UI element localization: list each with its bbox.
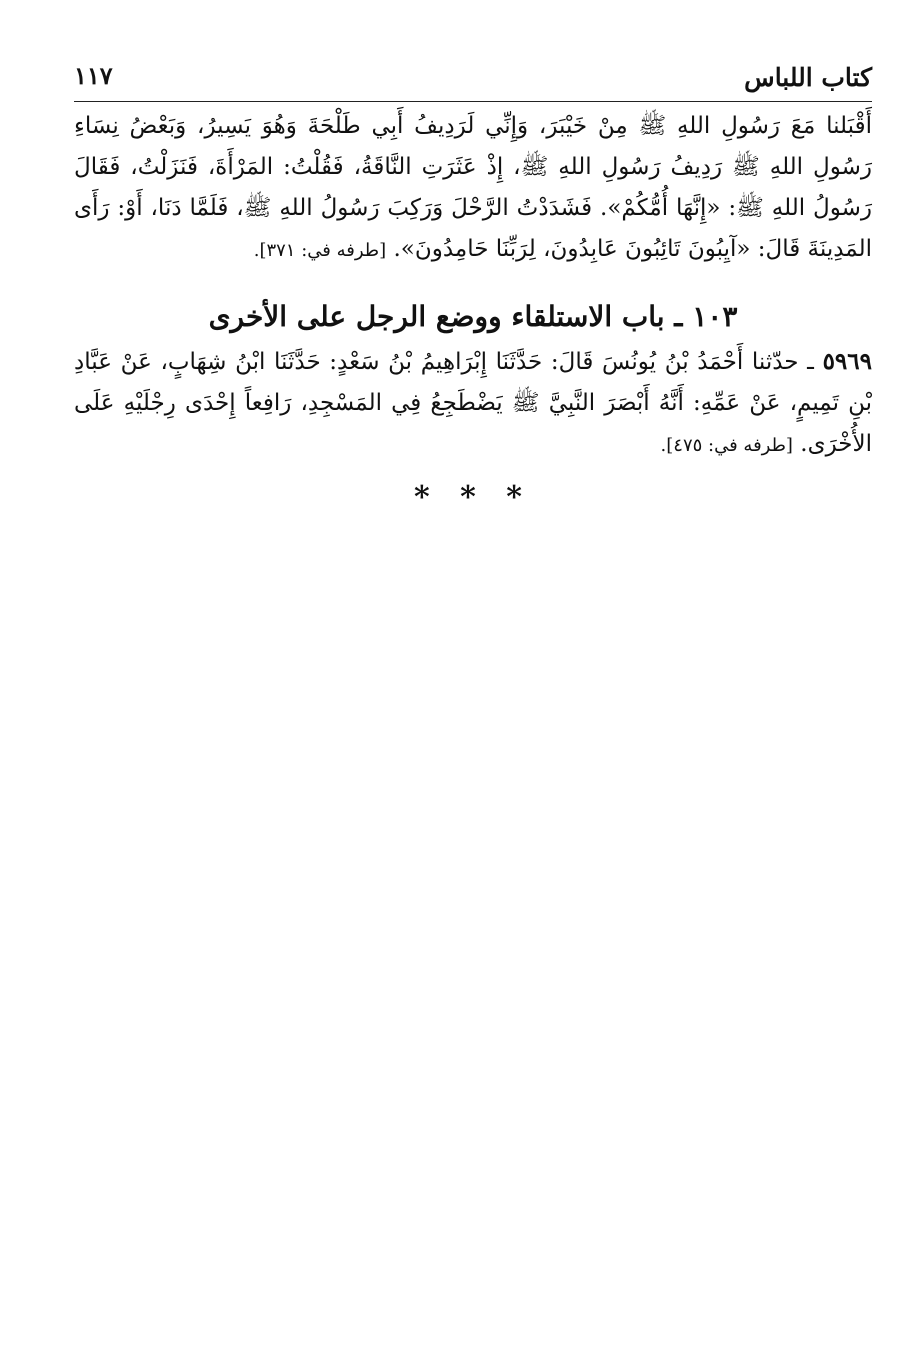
continued-text: أَقْبَلنا مَعَ رَسُولِ اللهِ ﷺ مِنْ خَيْبَرَ، وَإِنِّي لَرَدِيفُ أَبِي طَلْحَةَ وَهُوَ يَسِيرُ، وَبَعْضُ نِسَاءِ رَسُولِ اللهِ ﷺ رَدِيفُ رَسُولِ اللهِ ﷺ، إِذْ عَثَرَتِ النَّاقَةُ، فَقُلْتُ: المَرْأَةَ، فَنَزَلْتُ، فَقَالَ رَسُولُ اللهِ ﷺ: «إِنَّهَا أُمُّكُمْ». فَشَدَدْتُ الرَّحْلَ وَرَكِبَ رَسُولُ اللهِ ﷺ، فَلَمَّا دَنَا، أَوْ: رَأَى المَدِينَةَ قَالَ: «آيِبُونَ تَائِبُونَ عَابِدُونَ، لِرَبِّنَا حَامِدُونَ». <box>74 113 872 262</box>
hadith-text: ـ حدّثنا أَحْمَدُ بْنُ يُونُسَ قَالَ: حَدَّثَنَا إِبْرَاهِيمُ بْنُ سَعْدٍ: حَدَّثَنَا ابْنُ شِهَابٍ، عَنْ عَبَّادِ بْنِ تَمِيمٍ، عَنْ عَمِّهِ: أَنَّهُ أَبْصَرَ النَّبِيَّ ﷺ يَضْطَجِعُ فِي المَسْجِدِ، رَافِعاً إِحْدَى رِجْلَيْهِ عَلَى الأُخْرَى. <box>74 349 872 457</box>
running-title: كتاب اللباس <box>744 63 872 92</box>
continued-paragraph <box>74 106 872 271</box>
section-separator: * * * <box>414 480 532 515</box>
page-number: ١١٧ <box>74 61 113 90</box>
hadith-cross-reference: [طرفه في: ٤٧٥]. <box>660 435 793 456</box>
page-body <box>74 106 872 515</box>
header-rule <box>74 101 872 102</box>
hadith-number: ٥٩٦٩ <box>822 348 872 375</box>
cross-reference: [طرفه في: ٣٧١]. <box>253 240 387 261</box>
hadith-paragraph <box>74 341 872 466</box>
chapter-heading: ١٠٣ ـ باب الاستلقاء ووضع الرجل على الأخرى <box>208 300 738 333</box>
page-header <box>74 52 872 98</box>
